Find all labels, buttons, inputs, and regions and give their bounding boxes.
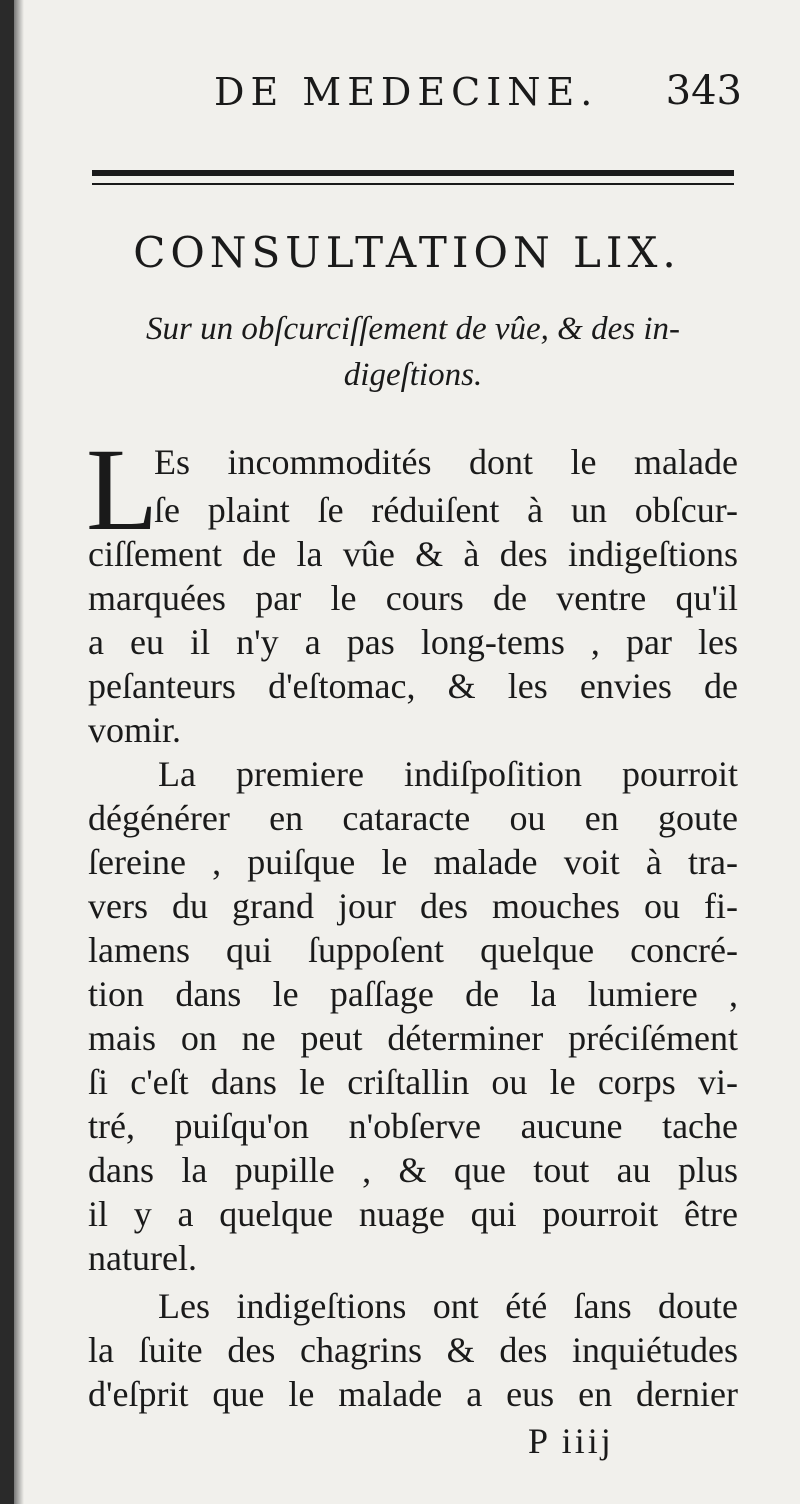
- text-line: Les indigeſtions ont été ſans doute: [158, 1286, 738, 1326]
- text-line: ſereine , puiſque le malade voit à tra-: [88, 842, 738, 882]
- signature-mark: P iiij: [528, 1421, 614, 1461]
- text-line: mais on ne peut déterminer préciſément: [88, 1018, 738, 1058]
- text-line: naturel.: [88, 1238, 197, 1278]
- text-line: la ſuite des chagrins & des inquiétudes: [88, 1330, 738, 1370]
- header-rule-thick: [92, 170, 734, 176]
- consultation-subtitle: [88, 306, 738, 398]
- drop-cap: L: [86, 424, 159, 555]
- text-line: a eu il n'y a pas long-tems , par les: [88, 622, 738, 662]
- text-line: peſanteurs d'eſtomac, & les envies de: [88, 666, 738, 706]
- subtitle-line: digeſtions.: [343, 357, 483, 393]
- text-line: ſi c'eſt dans le criſtallin ou le corps vi-: [88, 1062, 738, 1102]
- text-line: marquées par le cours de ventre qu'il: [88, 578, 738, 618]
- text-line: tion dans le paſſage de la lumiere ,: [88, 974, 738, 1014]
- running-head: DE MEDECINE.: [214, 70, 599, 114]
- text-line: dégénérer en cataracte ou en goute: [88, 798, 738, 838]
- subtitle-line: Sur un obſcurciſſement de vûe, & des in-: [146, 311, 680, 347]
- text-line: La premiere indiſpoſition pourroit: [158, 754, 738, 794]
- book-page: [14, 0, 800, 1504]
- text-line: lamens qui ſuppoſent quelque concré-: [88, 930, 738, 970]
- consultation-title: CONSULTATION LIX.: [133, 228, 681, 277]
- text-line: il y a quelque nuage qui pourroit être: [88, 1194, 738, 1234]
- text-line: vomir.: [88, 710, 182, 750]
- text-line: dans la pupille , & que tout au plus: [88, 1150, 738, 1190]
- header-rule-thin: [92, 183, 734, 185]
- text-line: tré, puiſqu'on n'obſerve aucune tache: [88, 1106, 738, 1146]
- text-line: vers du grand jour des mouches ou fi-: [88, 886, 738, 926]
- text-line: ſe plaint ſe réduiſent à un obſcur-: [154, 490, 738, 530]
- text-line: ciſſement de la vûe & à des indigeſtions: [88, 534, 738, 574]
- text-line: d'eſprit que le malade a eus en dernier: [88, 1374, 738, 1414]
- text-line: Es incommodités dont le malade: [154, 442, 738, 482]
- page-number: 343: [665, 68, 742, 114]
